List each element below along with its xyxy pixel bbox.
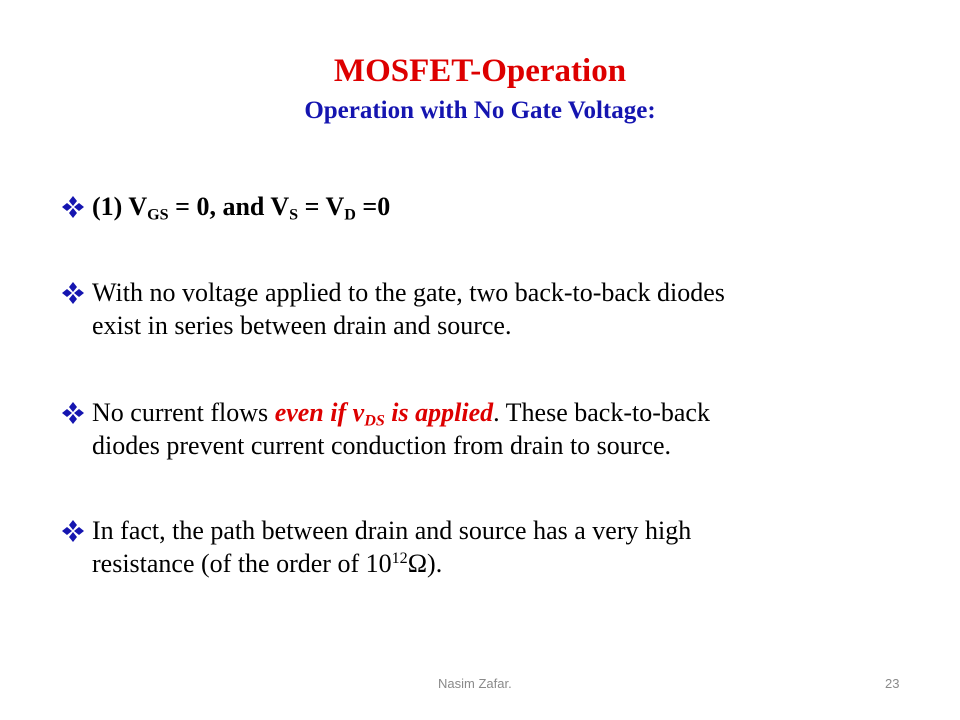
bullet-no-voltage (62, 276, 902, 342)
four-diamond-bullet-icon (62, 520, 84, 542)
slide-title: MOSFET-Operation (333, 53, 627, 89)
bullet-resistance-line1: In fact, the path between drain and source has a very high (92, 516, 692, 545)
four-diamond-bullet-icon (62, 402, 84, 424)
bullet-condition-text: (1) $V_{GS} = 0$, and $V_S = V_D =0$ (92, 192, 391, 224)
bullet-resistance-line2: resistance (of the order of $10^{12}\Omega$). (92, 549, 443, 578)
bullet-condition (62, 190, 902, 223)
bullet-no-current-line1: No current flows even if $v_{DS}$ is applied. These back-to-back (92, 398, 710, 430)
bullet-no-current (62, 396, 902, 462)
four-diamond-bullet-icon (62, 282, 84, 304)
footer-author: Nasim Zafar. (438, 676, 512, 691)
bullet-resistance (62, 514, 902, 580)
four-diamond-bullet-icon (62, 196, 84, 218)
page-number: 23 (885, 676, 900, 691)
highlight-text: even if $v_{DS}$ is applied (274, 398, 494, 430)
bullet-no-voltage-line2: exist in series between drain and source. (92, 311, 512, 340)
bullet-no-current-line2: diodes prevent current conduction from drain to source. (92, 431, 672, 460)
bullet-no-voltage-line1: With no voltage applied to the gate, two back-to-back diodes (92, 278, 725, 307)
slide-subtitle: Operation with No Gate Voltage: (304, 97, 656, 124)
